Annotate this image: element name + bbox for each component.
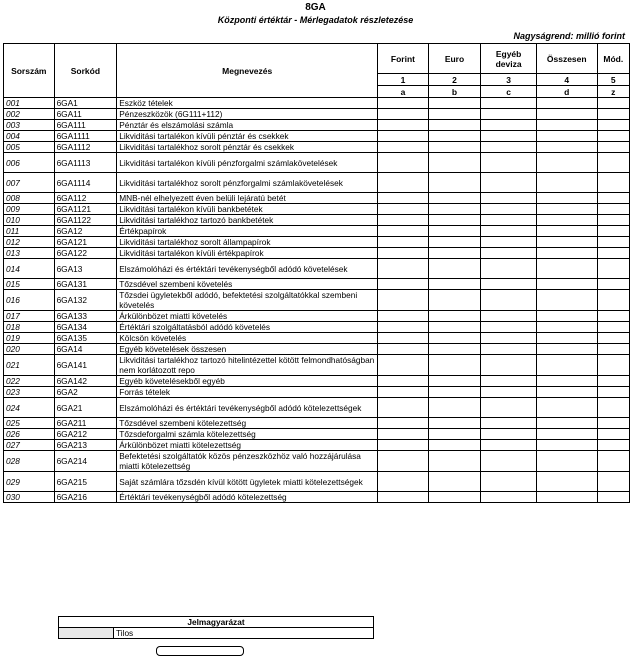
header-sorszam: Sorszám [4,44,55,98]
table-row [4,279,630,290]
unit-label: Nagyságrend: millió forint [513,31,625,41]
row-number: 020 [4,344,55,355]
cell-osszesen[interactable] [536,131,597,142]
row-number: 004 [4,131,55,142]
cell-egyeb-deviza[interactable] [481,376,537,387]
row-name: Értékpapírok [117,226,378,237]
cell-egyeb-deviza[interactable] [481,142,537,153]
legend [58,616,374,639]
row-code: 6GA14 [54,344,117,355]
row-number: 011 [4,226,55,237]
row-code: 6GA1111 [54,131,117,142]
cell-osszesen[interactable] [536,193,597,204]
cell-forint[interactable] [378,98,429,109]
column-number: 3 [481,74,537,86]
cell-euro[interactable] [428,142,481,153]
cell-forint[interactable] [378,418,429,429]
row-number: 019 [4,333,55,344]
row-name: Likviditási tartalékon kívüli pénztár és csekkek [117,131,378,142]
cell-mod[interactable] [597,204,629,215]
cell-euro[interactable] [428,98,481,109]
table-row [4,109,630,120]
cell-mod[interactable] [597,237,629,248]
cell-egyeb-deviza[interactable] [481,344,537,355]
cell-forint[interactable] [378,355,429,376]
header-forint: Forint [378,44,429,74]
cell-euro[interactable] [428,279,481,290]
cell-egyeb-deviza[interactable] [481,109,537,120]
legend-item: Tilos [114,628,374,639]
row-number: 028 [4,451,55,472]
row-number: 012 [4,237,55,248]
cell-mod[interactable] [597,472,629,492]
row-number: 023 [4,387,55,398]
cell-egyeb-deviza[interactable] [481,131,537,142]
cell-mod[interactable] [597,440,629,451]
row-code: 6GA13 [54,259,117,279]
cell-forint[interactable] [378,142,429,153]
cell-osszesen[interactable] [536,492,597,503]
cell-mod[interactable] [597,279,629,290]
header-egyeb-deviza: Egyéb deviza [481,44,537,74]
cell-osszesen[interactable] [536,322,597,333]
cell-osszesen[interactable] [536,451,597,472]
cell-euro[interactable] [428,109,481,120]
row-number: 003 [4,120,55,131]
cell-forint[interactable] [378,429,429,440]
row-code: 6GA133 [54,311,117,322]
cell-egyeb-deviza[interactable] [481,429,537,440]
cell-egyeb-deviza[interactable] [481,290,537,311]
cell-osszesen[interactable] [536,173,597,193]
cell-osszesen[interactable] [536,387,597,398]
cell-euro[interactable] [428,387,481,398]
cell-osszesen[interactable] [536,98,597,109]
column-number: 4 [536,74,597,86]
cell-euro[interactable] [428,355,481,376]
table-row [4,120,630,131]
row-code: 6GA1122 [54,215,117,226]
cell-osszesen[interactable] [536,290,597,311]
table-row [4,376,630,387]
row-number: 013 [4,248,55,259]
row-number: 017 [4,311,55,322]
cell-euro[interactable] [428,215,481,226]
row-name: Likviditási tartalékhoz sorolt pénzforgalmi számlakövetelések [117,173,378,193]
header-mod: Mód. [597,44,629,74]
table-row [4,429,630,440]
cell-euro[interactable] [428,311,481,322]
cell-mod[interactable] [597,259,629,279]
cell-osszesen[interactable] [536,376,597,387]
row-code: 6GA216 [54,492,117,503]
form-code: 8GA [305,2,326,13]
row-name: Likviditási tartalékhoz tartozó bankbetétek [117,215,378,226]
row-code: 6GA111 [54,120,117,131]
cell-forint[interactable] [378,279,429,290]
table-row [4,153,630,173]
cell-forint[interactable] [378,440,429,451]
cell-forint[interactable] [378,344,429,355]
row-code: 6GA212 [54,429,117,440]
cell-egyeb-deviza[interactable] [481,173,537,193]
table-row [4,215,630,226]
row-name: MNB-nél elhelyezett éven belüli lejáratú betét [117,193,378,204]
cell-osszesen[interactable] [536,440,597,451]
table-row [4,355,630,376]
row-code: 6GA1 [54,98,117,109]
row-number: 022 [4,376,55,387]
table-row [4,259,630,279]
cell-osszesen[interactable] [536,215,597,226]
cell-euro[interactable] [428,290,481,311]
row-name: Forrás tételek [117,387,378,398]
row-code: 6GA215 [54,472,117,492]
row-code: 6GA12 [54,226,117,237]
row-name: Tőzsdével szembeni követelés [117,279,378,290]
row-code: 6GA112 [54,193,117,204]
cell-euro[interactable] [428,451,481,472]
bottom-button-shape [156,646,244,656]
cell-egyeb-deviza[interactable] [481,440,537,451]
cell-mod[interactable] [597,418,629,429]
row-code: 6GA121 [54,237,117,248]
cell-euro[interactable] [428,376,481,387]
cell-mod[interactable] [597,98,629,109]
row-number: 009 [4,204,55,215]
row-name: Likviditási tartalékon kívüli bankbetétek [117,204,378,215]
cell-mod[interactable] [597,344,629,355]
table-row [4,322,630,333]
row-name: Likviditási tartalékhoz sorolt állampapírok [117,237,378,248]
cell-egyeb-deviza[interactable] [481,237,537,248]
header-euro: Euro [428,44,481,74]
cell-euro[interactable] [428,120,481,131]
row-code: 6GA214 [54,451,117,472]
form-title: Központi értéktár - Mérlegadatok részletezése [217,15,414,25]
cell-euro[interactable] [428,344,481,355]
cell-mod[interactable] [597,153,629,173]
cell-egyeb-deviza[interactable] [481,248,537,259]
legend-title: Jelmagyarázat [59,617,374,628]
cell-egyeb-deviza[interactable] [481,398,537,418]
cell-forint[interactable] [378,311,429,322]
cell-mod[interactable] [597,398,629,418]
row-code: 6GA1114 [54,173,117,193]
row-code: 6GA142 [54,376,117,387]
row-name: Pénzeszközök (6G111+112) [117,109,378,120]
cell-mod[interactable] [597,120,629,131]
cell-osszesen[interactable] [536,472,597,492]
cell-mod[interactable] [597,226,629,237]
row-name: Értéktári tevékenységből adódó kötelezettség [117,492,378,503]
cell-egyeb-deviza[interactable] [481,193,537,204]
column-number: 1 [378,74,429,86]
row-number: 002 [4,109,55,120]
cell-forint[interactable] [378,333,429,344]
cell-egyeb-deviza[interactable] [481,153,537,173]
cell-euro[interactable] [428,418,481,429]
row-number: 007 [4,173,55,193]
column-letter: a [378,86,429,98]
cell-forint[interactable] [378,193,429,204]
column-letter: d [536,86,597,98]
cell-egyeb-deviza[interactable] [481,472,537,492]
cell-mod[interactable] [597,376,629,387]
cell-euro[interactable] [428,193,481,204]
row-name: Likviditási tartalékhoz sorolt pénztár és csekkek [117,142,378,153]
cell-euro[interactable] [428,173,481,193]
column-number: 2 [428,74,481,86]
row-code: 6GA2 [54,387,117,398]
cell-osszesen[interactable] [536,279,597,290]
column-letter: b [428,86,481,98]
cell-euro[interactable] [428,333,481,344]
cell-mod[interactable] [597,311,629,322]
row-code: 6GA21 [54,398,117,418]
cell-euro[interactable] [428,492,481,503]
header-sorkod: Sorkód [54,44,117,98]
row-number: 008 [4,193,55,204]
cell-euro[interactable] [428,226,481,237]
cell-osszesen[interactable] [536,344,597,355]
row-number: 027 [4,440,55,451]
row-number: 030 [4,492,55,503]
row-code: 6GA134 [54,322,117,333]
row-number: 016 [4,290,55,311]
row-name: Befektetési szolgáltatók közös pénzeszközhöz való hozzájárulása miatti kötelezettség [117,451,378,472]
table-row [4,344,630,355]
row-name: Pénztár és elszámolási számla [117,120,378,131]
cell-osszesen[interactable] [536,355,597,376]
cell-egyeb-deviza[interactable] [481,387,537,398]
cell-mod[interactable] [597,429,629,440]
row-name: Árkülönbözet miatti követelés [117,311,378,322]
cell-forint[interactable] [378,204,429,215]
cell-mod[interactable] [597,355,629,376]
cell-forint[interactable] [378,259,429,279]
cell-osszesen[interactable] [536,204,597,215]
table-row [4,440,630,451]
cell-osszesen[interactable] [536,398,597,418]
cell-euro[interactable] [428,472,481,492]
row-code: 6GA122 [54,248,117,259]
row-number: 025 [4,418,55,429]
row-name: Árkülönbözet miatti kötelezettség [117,440,378,451]
row-name: Saját számlára tőzsdén kívül kötött ügyletek miatti kötelezettségek [117,472,378,492]
cell-mod[interactable] [597,142,629,153]
row-name: Tőzsdével szembeni kötelezettség [117,418,378,429]
row-number: 021 [4,355,55,376]
table-row [4,451,630,472]
row-code: 6GA1112 [54,142,117,153]
row-number: 015 [4,279,55,290]
header-osszesen: Összesen [536,44,597,74]
cell-egyeb-deviza[interactable] [481,120,537,131]
cell-euro[interactable] [428,131,481,142]
cell-forint[interactable] [378,237,429,248]
cell-forint[interactable] [378,376,429,387]
row-number: 018 [4,322,55,333]
cell-egyeb-deviza[interactable] [481,279,537,290]
column-letter: z [597,86,629,98]
cell-osszesen[interactable] [536,333,597,344]
column-number: 5 [597,74,629,86]
row-name: Kölcsön követelés [117,333,378,344]
cell-osszesen[interactable] [536,226,597,237]
row-code: 6GA131 [54,279,117,290]
cell-osszesen[interactable] [536,153,597,173]
cell-euro[interactable] [428,322,481,333]
cell-osszesen[interactable] [536,248,597,259]
cell-forint[interactable] [378,387,429,398]
table-row [4,237,630,248]
cell-forint[interactable] [378,398,429,418]
cell-egyeb-deviza[interactable] [481,204,537,215]
table-row [4,142,630,153]
cell-mod[interactable] [597,387,629,398]
cell-mod[interactable] [597,492,629,503]
cell-euro[interactable] [428,398,481,418]
legend-swatch [59,628,114,639]
row-code: 6GA141 [54,355,117,376]
cell-mod[interactable] [597,109,629,120]
cell-egyeb-deviza[interactable] [481,333,537,344]
cell-forint[interactable] [378,322,429,333]
header-megnevezes: Megnevezés [117,44,378,98]
cell-forint[interactable] [378,120,429,131]
row-number: 001 [4,98,55,109]
cell-egyeb-deviza[interactable] [481,322,537,333]
cell-egyeb-deviza[interactable] [481,226,537,237]
cell-mod[interactable] [597,173,629,193]
cell-mod[interactable] [597,451,629,472]
cell-euro[interactable] [428,204,481,215]
table-row [4,173,630,193]
cell-euro[interactable] [428,429,481,440]
table-row [4,226,630,237]
cell-forint[interactable] [378,248,429,259]
balance-table [3,43,630,503]
cell-osszesen[interactable] [536,237,597,248]
table-row [4,311,630,322]
row-name: Tőzsdeforgalmi számla kötelezettség [117,429,378,440]
cell-euro[interactable] [428,440,481,451]
row-number: 006 [4,153,55,173]
table-row [4,131,630,142]
cell-forint[interactable] [378,153,429,173]
cell-mod[interactable] [597,131,629,142]
table-row [4,398,630,418]
cell-euro[interactable] [428,153,481,173]
cell-mod[interactable] [597,333,629,344]
table-row [4,387,630,398]
row-number: 029 [4,472,55,492]
row-number: 005 [4,142,55,153]
cell-egyeb-deviza[interactable] [481,451,537,472]
cell-mod[interactable] [597,322,629,333]
table-row [4,472,630,492]
table-row [4,492,630,503]
table-row [4,193,630,204]
cell-egyeb-deviza[interactable] [481,355,537,376]
cell-euro[interactable] [428,259,481,279]
cell-egyeb-deviza[interactable] [481,492,537,503]
row-code: 6GA213 [54,440,117,451]
cell-osszesen[interactable] [536,109,597,120]
cell-euro[interactable] [428,248,481,259]
row-number: 014 [4,259,55,279]
cell-mod[interactable] [597,193,629,204]
cell-osszesen[interactable] [536,259,597,279]
row-name: Tőzsdei ügyletekből adódó, befektetési szolgáltatókkal szembeni követelés [117,290,378,311]
cell-forint[interactable] [378,472,429,492]
table-row [4,204,630,215]
column-letter: c [481,86,537,98]
row-name: Egyéb követelésekből egyéb [117,376,378,387]
cell-forint[interactable] [378,109,429,120]
row-name: Likviditási tartalékon kívüli értékpapírok [117,248,378,259]
row-code: 6GA1121 [54,204,117,215]
cell-osszesen[interactable] [536,429,597,440]
table-row [4,98,630,109]
table-row [4,248,630,259]
row-code: 6GA211 [54,418,117,429]
row-number: 026 [4,429,55,440]
cell-forint[interactable] [378,492,429,503]
table-row [4,418,630,429]
cell-osszesen[interactable] [536,142,597,153]
cell-mod[interactable] [597,248,629,259]
cell-egyeb-deviza[interactable] [481,215,537,226]
table-row [4,333,630,344]
row-name: Értéktári szolgáltatásból adódó követelés [117,322,378,333]
row-number: 010 [4,215,55,226]
row-code: 6GA11 [54,109,117,120]
cell-osszesen[interactable] [536,311,597,322]
row-code: 6GA135 [54,333,117,344]
cell-osszesen[interactable] [536,418,597,429]
cell-mod[interactable] [597,215,629,226]
cell-egyeb-deviza[interactable] [481,418,537,429]
cell-egyeb-deviza[interactable] [481,259,537,279]
cell-forint[interactable] [378,215,429,226]
cell-egyeb-deviza[interactable] [481,311,537,322]
row-name: Elszámolóházi és értéktári tevékenységből adódó kötelezettségek [117,398,378,418]
cell-forint[interactable] [378,290,429,311]
cell-forint[interactable] [378,451,429,472]
row-name: Likviditási tartalékhoz tartozó hitelintézettel kötött felmondhatóságban nem korlátozott repo [117,355,378,376]
cell-euro[interactable] [428,237,481,248]
row-code: 6GA1113 [54,153,117,173]
row-name: Elszámolóházi és értéktári tevékenységből adódó követelések [117,259,378,279]
cell-osszesen[interactable] [536,120,597,131]
cell-forint[interactable] [378,131,429,142]
cell-mod[interactable] [597,290,629,311]
row-name: Egyéb követelések összesen [117,344,378,355]
row-name: Likviditási tartalékon kívüli pénzforgalmi számlakövetelések [117,153,378,173]
cell-egyeb-deviza[interactable] [481,98,537,109]
row-number: 024 [4,398,55,418]
row-code: 6GA132 [54,290,117,311]
row-name: Eszköz tételek [117,98,378,109]
table-row [4,290,630,311]
cell-forint[interactable] [378,226,429,237]
cell-forint[interactable] [378,173,429,193]
